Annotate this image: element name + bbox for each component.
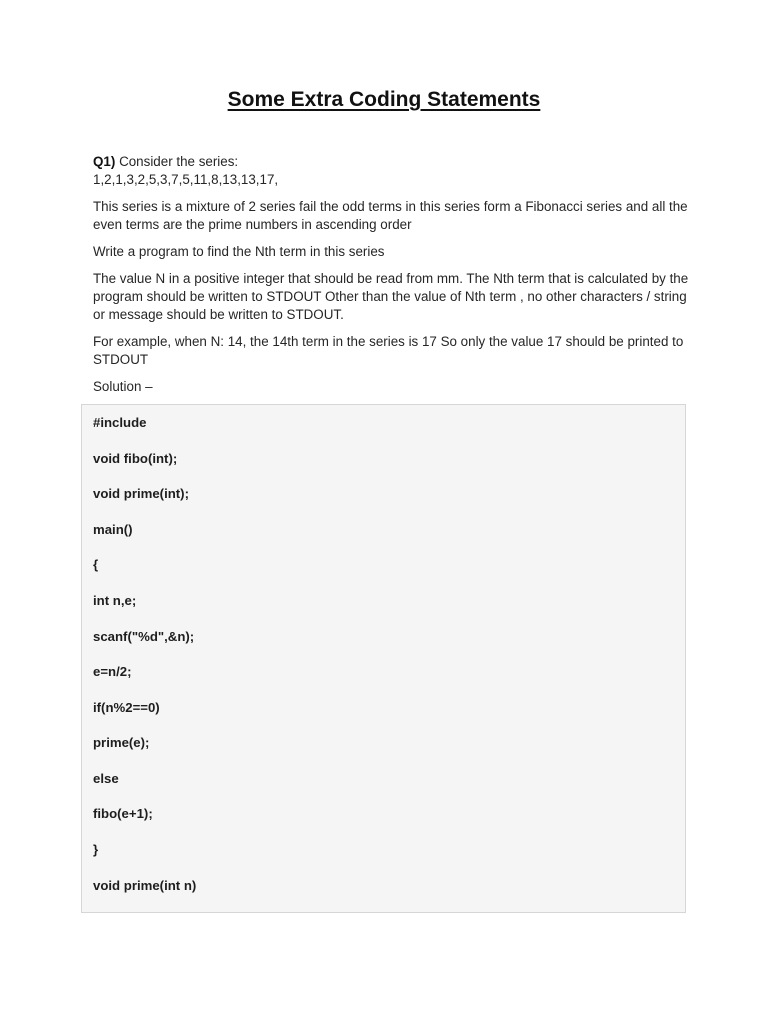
code-line: void fibo(int); <box>93 451 178 466</box>
paragraph-example: For example, when N: 14, the 14th term in the series is 17 So only the value 17 should be printed to STDOUT <box>93 334 684 367</box>
paragraph-description: This series is a mixture of 2 series fail the odd terms in this series form a Fibonacci series and all the even terms are the prime numbers in ascending order <box>93 199 688 232</box>
question-body <box>93 153 693 405</box>
code-line: else <box>93 771 119 786</box>
code-line: int n,e; <box>93 593 137 608</box>
code-line: void prime(int); <box>93 486 189 501</box>
code-line: void prime(int n) <box>93 878 197 893</box>
question-intro <box>93 153 693 189</box>
question-label: Q1) <box>93 154 116 169</box>
series-text: 1,2,1,3,2,5,3,7,5,11,8,13,13,17, <box>93 172 279 187</box>
code-line: #include <box>93 415 147 430</box>
code-line: } <box>93 842 99 857</box>
paragraph-io: The value N in a positive integer that should be read from mm. The Nth term that is calculated by the program should be written to STDOUT Other than the value of Nth term , no other characters / string or message should be written to STDOUT. <box>93 271 689 322</box>
page-title: Some Extra Coding Statements <box>227 88 541 111</box>
paragraph-task: Write a program to find the Nth term in this series <box>93 244 385 259</box>
question-intro-text: Consider the series: <box>119 154 239 169</box>
solution-label: Solution – <box>93 379 153 394</box>
code-block <box>81 404 686 913</box>
code-line: prime(e); <box>93 735 150 750</box>
code-line: { <box>93 557 99 572</box>
code-line: if(n%2==0) <box>93 700 160 715</box>
code-line: scanf("%d",&n); <box>93 629 195 644</box>
code-line: e=n/2; <box>93 664 132 679</box>
code-line: fibo(e+1); <box>93 806 153 821</box>
code-line: main() <box>93 522 133 537</box>
